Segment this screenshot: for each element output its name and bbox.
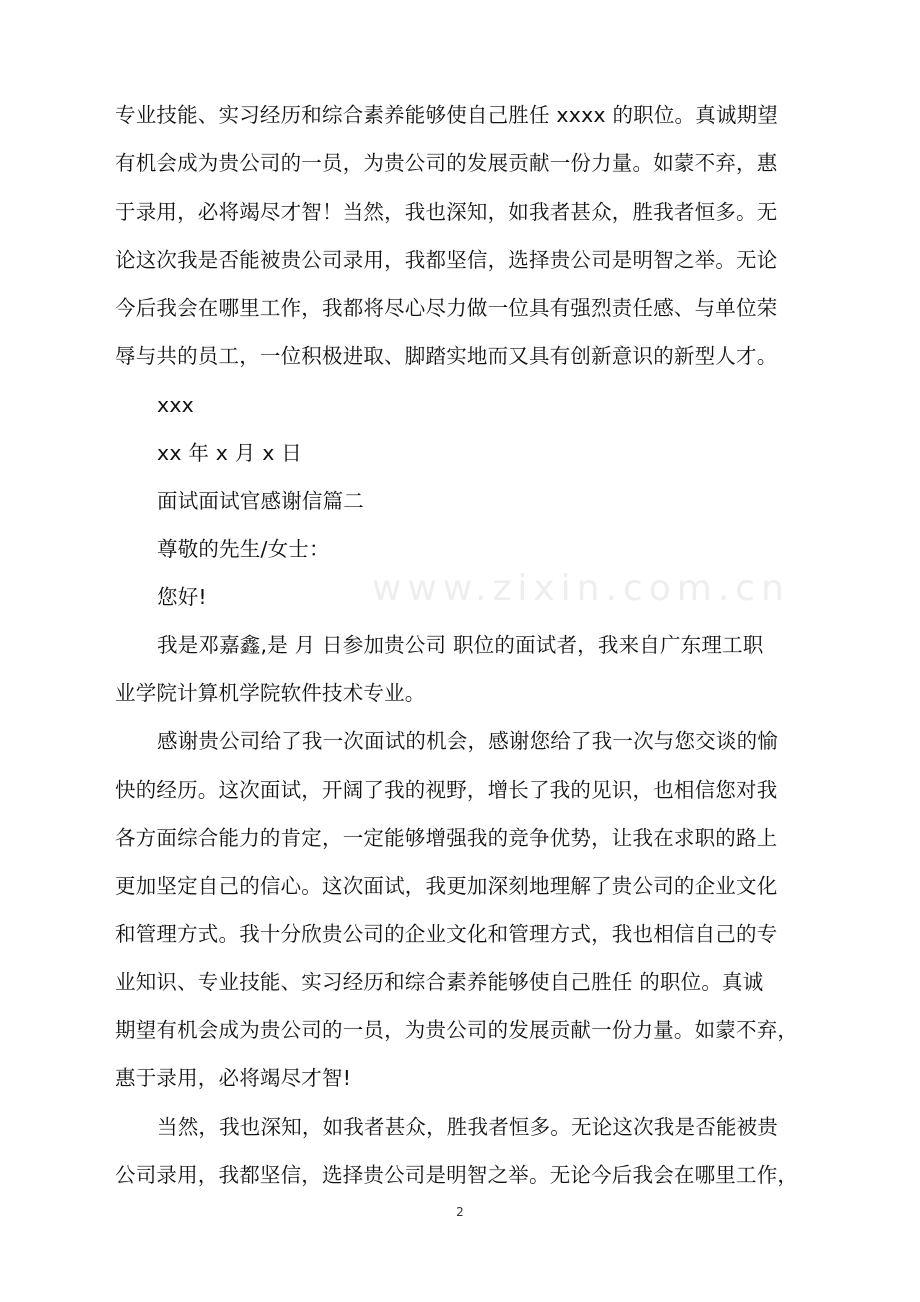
text-line: 专业技能、实习经历和综合素养能够使自己胜任 xxxx 的职位。真诚期望 bbox=[115, 103, 779, 127]
signature-name: xxx bbox=[157, 393, 194, 417]
text-line: 公司录用，我都坚信，选择贵公司是明智之举。无论今后我会在哪里工作， bbox=[115, 1163, 799, 1187]
text-line: 和管理方式。我十分欣贵公司的企业文化和管理方式，我也相信自己的专 bbox=[115, 922, 778, 946]
signature-date: xx 年 x 月 x 日 bbox=[157, 441, 303, 465]
text-line: 惠于录用，必将竭尽才智! bbox=[115, 1066, 352, 1090]
text-line: 期望有机会成为贵公司的一员，为贵公司的发展贡献一份力量。如蒙不弃， bbox=[115, 1018, 799, 1042]
text-line: 更加坚定自己的信心。这次面试，我更加深刻地理解了贵公司的企业文化 bbox=[115, 874, 778, 898]
text-line: 今后我会在哪里工作，我都将尽心尽力做一位具有强烈责任感、与单位荣 bbox=[115, 296, 778, 320]
text-line: 我是邓嘉鑫,是 月 日参加贵公司 职位的面试者，我来自广东理工职 bbox=[157, 633, 764, 657]
text-line: 业知识、专业技能、实习经历和综合素养能够使自己胜任 的职位。真诚 bbox=[115, 970, 764, 994]
text-line: 快的经历。这次面试，开阔了我的视野，增长了我的见识，也相信您对我 bbox=[115, 778, 778, 802]
text-line: 论这次我是否能被贵公司录用，我都坚信，选择贵公司是明智之举。无论 bbox=[115, 248, 778, 272]
greeting: 您好! bbox=[157, 585, 207, 609]
salutation: 尊敬的先生/女士： bbox=[157, 537, 330, 561]
text-line: 当然，我也深知，如我者甚众，胜我者恒多。无论这次我是否能被贵 bbox=[157, 1115, 778, 1139]
text-line: 业学院计算机学院软件技术专业。 bbox=[115, 681, 426, 705]
text-line: 感谢贵公司给了我一次面试的机会，感谢您给了我一次与您交谈的愉 bbox=[157, 729, 778, 753]
text-line: 各方面综合能力的肯定，一定能够增强我的竞争优势，让我在求职的路上 bbox=[115, 826, 778, 850]
text-line: 有机会成为贵公司的一员，为贵公司的发展贡献一份力量。如蒙不弃，惠 bbox=[115, 151, 778, 175]
text-line: 辱与共的员工，一位积极进取、脚踏实地而又具有创新意识的新型人才。 bbox=[115, 344, 778, 368]
watermark: www.zixin.com.cn bbox=[372, 568, 790, 609]
page-number: 2 bbox=[456, 1205, 464, 1219]
text-line: 于录用，必将竭尽才智！当然，我也深知，如我者甚众，胜我者恒多。无 bbox=[115, 200, 778, 224]
section-title: 面试面试官感谢信篇二 bbox=[157, 489, 364, 513]
